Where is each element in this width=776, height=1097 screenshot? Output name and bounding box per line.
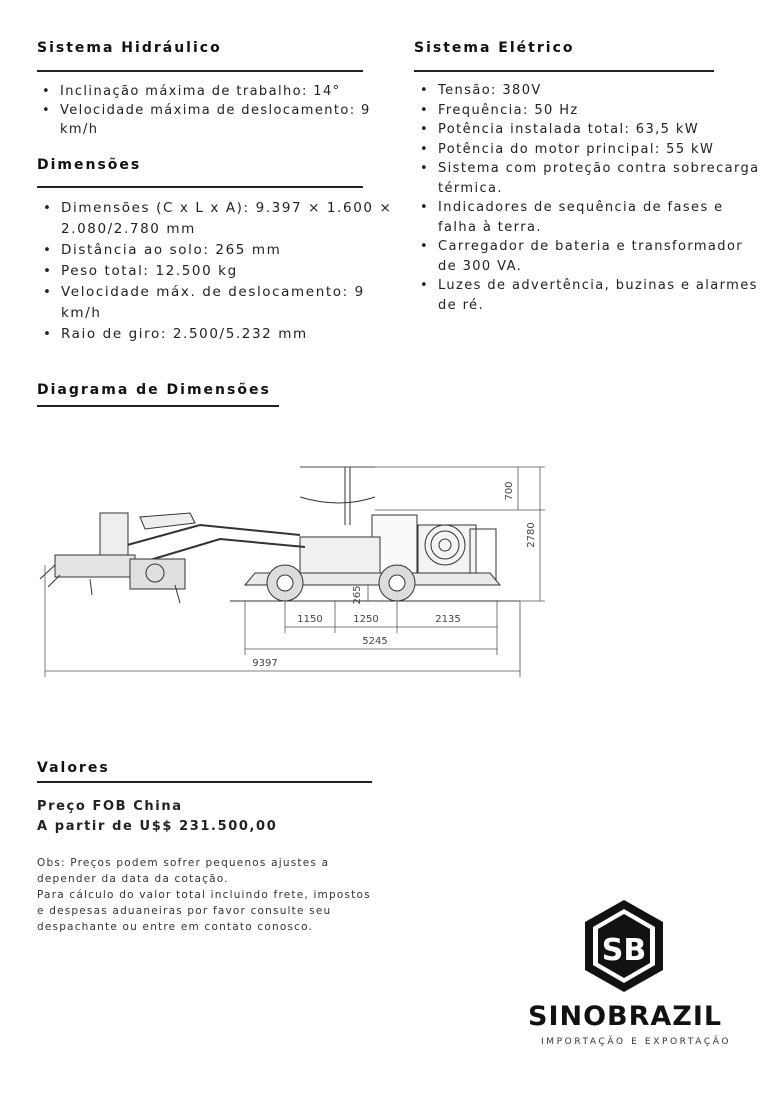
list-item: • Raio de giro: 2.500/5.232 mm — [43, 324, 403, 345]
brand-tagline: IMPORTAÇÃO E EXPORTAÇÃO — [541, 1037, 732, 1047]
sinobrazil-logo-icon — [581, 898, 667, 994]
list-item: • Luzes de advertência, buzinas e alarmes de ré. — [420, 276, 760, 315]
price-label: Preço FOB China — [37, 799, 183, 814]
list-item: • Carregador de bateria e transformador de 300 VA. — [420, 237, 760, 276]
electric-heading: Sistema Elétrico — [414, 40, 575, 56]
dimension-diagram — [0, 455, 776, 685]
dim-label-1150: 1150 — [297, 614, 323, 625]
list-item: • Sistema com proteção contra sobrecarga térmica. — [420, 159, 760, 198]
dim-label-2135: 2135 — [435, 614, 461, 625]
list-item: • Inclinação máxima de trabalho: 14° — [42, 82, 372, 101]
svg-text:SB: SB — [601, 933, 647, 968]
dimensions-rule — [37, 186, 363, 188]
dim-label-2780: 2780 — [526, 522, 537, 548]
list-item: • Indicadores de sequência de fases e falha à terra. — [420, 198, 760, 237]
values-heading: Valores — [37, 760, 110, 776]
list-item: • Velocidade máx. de deslocamento: 9 km/h — [43, 282, 403, 324]
list-item: • Dimensões (C x L x A): 9.397 × 1.600 × 2.080/2.780 mm — [43, 198, 403, 240]
dim-label-265: 265 — [352, 585, 363, 605]
list-item: • Distância ao solo: 265 mm — [43, 240, 403, 261]
list-item: • Frequência: 50 Hz — [420, 101, 760, 121]
dimensions-list — [43, 198, 403, 345]
list-item: • Velocidade máxima de deslocamento: 9 km/h — [42, 101, 372, 139]
electric-list — [420, 81, 760, 315]
brand-name: SINOBRAZIL — [528, 1001, 723, 1032]
dim-label-5245: 5245 — [362, 636, 388, 647]
dim-label-1250: 1250 — [353, 614, 379, 625]
price-disclaimer: Obs: Preços podem sofrer pequenos ajustes a depender da data da cotação. Para cálculo do valor total incluindo frete, impostos e despesas aduaneiras por favor consulte seu despachante ou entre em contato conosco. — [37, 857, 371, 933]
dimensions-heading: Dimensões — [37, 157, 142, 173]
list-item: • Potência do motor principal: 55 kW — [420, 140, 760, 160]
list-item: • Peso total: 12.500 kg — [43, 261, 403, 282]
price-value: A partir de U$$ 231.500,00 — [37, 819, 278, 834]
list-item: • Potência instalada total: 63,5 kW — [420, 120, 760, 140]
electric-rule — [414, 70, 714, 72]
dim-label-700: 700 — [504, 481, 515, 501]
list-item: • Tensão: 380V — [420, 81, 760, 101]
diagram-heading: Diagrama de Dimensões — [37, 382, 271, 398]
values-rule — [37, 781, 372, 783]
dim-label-9397: 9397 — [252, 658, 278, 669]
hydraulic-list — [42, 82, 372, 139]
diagram-rule — [37, 405, 279, 407]
hydraulic-rule — [37, 70, 363, 72]
hydraulic-heading: Sistema Hidráulico — [37, 40, 222, 56]
